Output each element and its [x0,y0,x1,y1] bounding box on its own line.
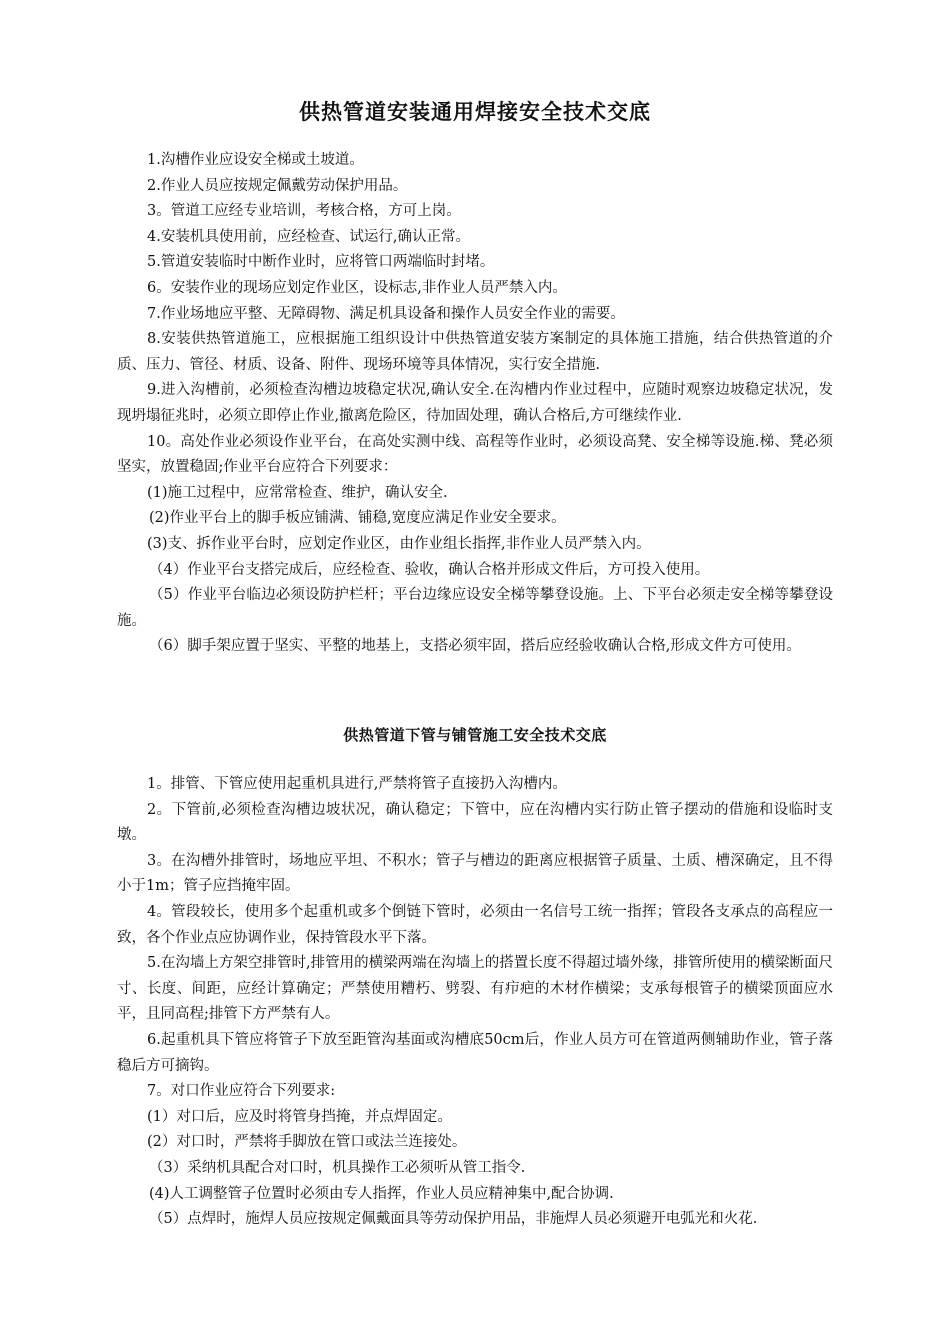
paragraph-2-7-item-3: （3）采纳机具配合对口时，机具操作工必须听从管工指令. [149,1159,526,1176]
paragraph-1-10-item-4: （4）作业平台支搭完成后，应经检查、验收，确认合格并形成文件后，方可投入使用。 [149,561,710,578]
paragraph-1-2: 2.作业人员应按规定佩戴劳动保护用品。 [147,177,408,194]
paragraph-2-7-item-1: (1）对口后，应及时将管身挡掩，并点焊固定。 [147,1108,452,1125]
paragraph-1-10-item-2: (2)作业平台上的脚手板应铺满、铺稳,宽度应满足作业安全要求。 [149,510,566,527]
paragraph-2-7: 7。对口作业应符合下列要求: [147,1083,336,1100]
paragraph-1-3: 3。管道工应经专业培训，考核合格，方可上岗。 [147,203,461,220]
paragraph-1-10-item-3: (3)支、拆作业平台时，应划定作业区，由作业组长指挥,非作业人员严禁入内。 [147,535,651,552]
paragraph-1-10-item-1: (1)施工过程中，应常常检查、维护，确认安全. [147,484,448,501]
welding-safety-section [117,148,833,660]
paragraph-1-7: 7.作业场地应平整、无障碍物、满足机具设备和操作人员安全作业的需要。 [147,305,625,322]
paragraph-1-10: 10。高处作业必须设作业平台，在高处实测中线、高程等作业时，必须设高凳、安全梯等设施.梯、凳必须坚实，放置稳固;作业平台应符合下列要求： [117,433,833,476]
paragraph-1-8: 8.安装供热管道施工，应根据施工组织设计中供热管道安装方案制定的具体施工措施，结合供热管道的介质、压力、管径、材质、设备、附件、现场环境等具体情况，实行安全措施. [117,331,833,373]
paragraph-1-5: 5.管道安装临时中断作业时，应将管口两端临时封堵。 [147,254,495,271]
paragraph-1-4: 4.安装机具使用前，应经检查、试运行,确认正常。 [147,228,470,245]
paragraph-1-10-item-6: （6）脚手架应置于坚实、平整的地基上，支搭必须牢固，搭后应经验收确认合格,形成文件方可使用。 [149,638,801,655]
paragraph-1-9: 9.进入沟槽前，必须检查沟槽边坡稳定状况,确认安全.在沟槽内作业过程中，应随时观察边坡稳定状况，发现坍塌征兆时，必须立即停止作业,撤离危险区，待加固处理，确认合格后,方可继续作业. [117,382,833,424]
section-title: 供热管道下管与铺管施工安全技术交底 [343,726,607,744]
paragraph-1-6: 6。安装作业的现场应划定作业区，设标志,非作业人员严禁入内。 [147,279,567,296]
paragraph-2-7-item-5: （5）点焊时，施焊人员应按规定佩戴面具等劳动保护用品，非施焊人员必须避开电弧光和火花. [149,1211,758,1228]
paragraph-2-7-item-4: (4)人工调整管子位置时必须由专人指挥，作业人员应精神集中,配合协调. [149,1185,614,1202]
paragraph-1-1: 1.沟槽作业应设安全梯或土坡道。 [147,152,364,168]
paragraph-2-7-item-2: (2）对口时，严禁将手脚放在管口或法兰连接处。 [147,1134,467,1151]
paragraph-2-4: 4。管段较长，使用多个起重机或多个倒链下管时，必须由一名信号工统一指挥；管段各支承点的高程应一致，各个作业点应协调作业，保持管段水平下落。 [117,903,833,946]
document-title: 供热管道安装通用焊接安全技术交底 [299,99,651,124]
paragraph-2-6: 6.起重机具下管应将管子下放至距管沟基面或沟槽底50cm后，作业人员方可在管道两侧辅助作业，管子落稳后方可摘钩。 [117,1031,833,1074]
paragraph-1-10-item-5: （5）作业平台临边必须设防护栏杆；平台边缘应设安全梯等攀登设施。上、下平台必须走安全梯等攀登设施。 [117,587,833,629]
paragraph-2-3: 3。在沟槽外排管时，场地应平坦、不积水；管子与槽边的距离应根据管子质量、土质、槽深确定，且不得小于1m；管子应挡掩牢固。 [117,852,833,895]
paragraph-2-2: 2。下管前,必须检查沟槽边坡状况，确认稳定；下管中，应在沟槽内实行防止管子摆动的借施和设临时支墩。 [117,801,833,844]
paragraph-2-1: 1。排管、下管应使用起重机具进行,严禁将管子直接扔入沟槽内。 [147,776,567,792]
paragraph-2-5: 5.在沟墙上方架空排管时,排管用的横梁两端在沟墙上的搭置长度不得超过墙外缘，排管所使用的横梁断面尺寸、长度、间距，应经计算确定；严禁使用糟朽、劈裂、有疖疤的木材作横梁；支承每根管子的横梁顶面应水平，且同高程;排管下方严禁有人。 [117,955,833,1023]
pipe-laying-safety-section [117,772,833,1233]
